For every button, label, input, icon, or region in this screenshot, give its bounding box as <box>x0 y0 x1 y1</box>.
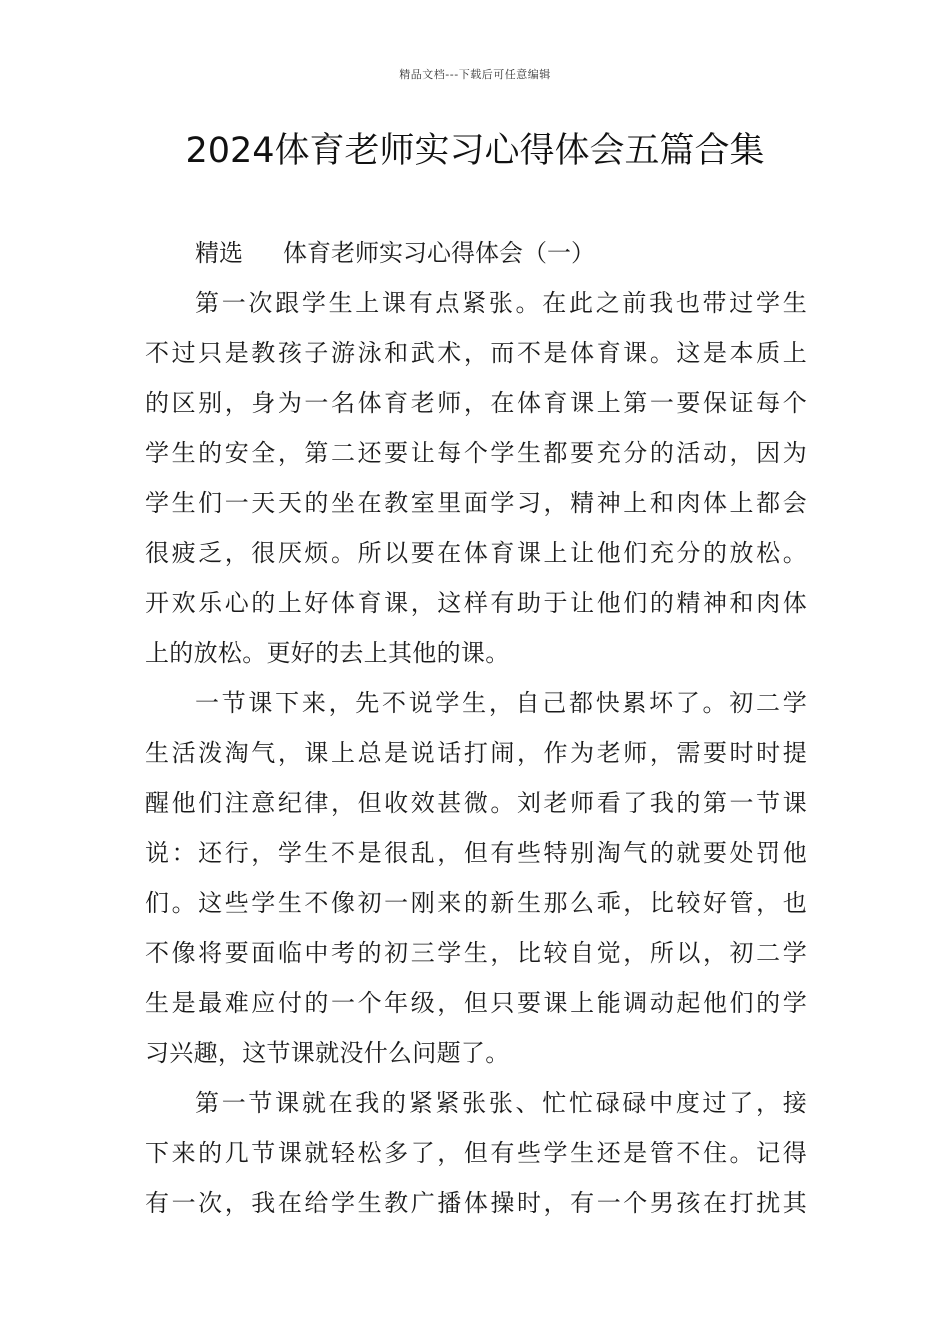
text-line: 第一次跟学生上课有点紧张。在此之前我也带过学生 <box>195 289 807 317</box>
text-line: 有一次，我在给学生教广播体操时，有一个男孩在打扰其 <box>145 1189 807 1217</box>
text-line: 第一节课就在我的紧紧张张、忙忙碌碌中度过了，接 <box>195 1089 807 1117</box>
text-line: 开欢乐心的上好体育课，这样有助于让他们的精神和肉体 <box>145 589 807 617</box>
paragraph <box>145 278 807 678</box>
text-line: 上的放松。更好的去上其他的课。 <box>145 639 510 667</box>
header-note: 精品文档---下载后可任意编辑 <box>399 68 551 81</box>
text-line: 不过只是教孩子游泳和武术，而不是体育课。这是本质上 <box>145 339 807 367</box>
text-line: 习兴趣，这节课就没什么问题了。 <box>145 1039 510 1067</box>
text-line: 学生的安全，第二还要让每个学生都要充分的活动，因为 <box>145 439 807 467</box>
document-body <box>145 228 807 1228</box>
section-heading-label: 体育老师实习心得体会（一） <box>283 239 595 267</box>
text-line: 不像将要面临中考的初三学生，比较自觉，所以，初二学 <box>145 939 807 967</box>
text-line: 一节课下来，先不说学生，自己都快累坏了。初二学 <box>195 689 807 717</box>
text-line: 学生们一天天的坐在教室里面学习，精神上和肉体上都会 <box>145 489 807 517</box>
document-title: 2024体育老师实习心得体会五篇合集 <box>185 131 765 171</box>
text-line: 的区别，身为一名体育老师，在体育课上第一要保证每个 <box>145 389 807 417</box>
text-line: 很疲乏，很厌烦。所以要在体育课上让他们充分的放松。 <box>145 539 807 567</box>
text-line: 生是最难应付的一个年级，但只要课上能调动起他们的学 <box>145 989 807 1017</box>
text-line: 生活泼淘气，课上总是说话打闹，作为老师，需要时时提 <box>145 739 807 767</box>
paragraph <box>145 1078 807 1228</box>
section-heading-prefix: 精选 <box>195 239 243 267</box>
text-line: 们。这些学生不像初一刚来的新生那么乖，比较好管，也 <box>145 889 807 917</box>
paragraph <box>145 678 807 1078</box>
section-heading <box>145 228 807 278</box>
text-line: 醒他们注意纪律，但收效甚微。刘老师看了我的第一节课 <box>145 789 807 817</box>
text-line: 下来的几节课就轻松多了，但有些学生还是管不住。记得 <box>145 1139 807 1167</box>
text-line: 说：还行，学生不是很乱，但有些特别淘气的就要处罚他 <box>145 839 807 867</box>
